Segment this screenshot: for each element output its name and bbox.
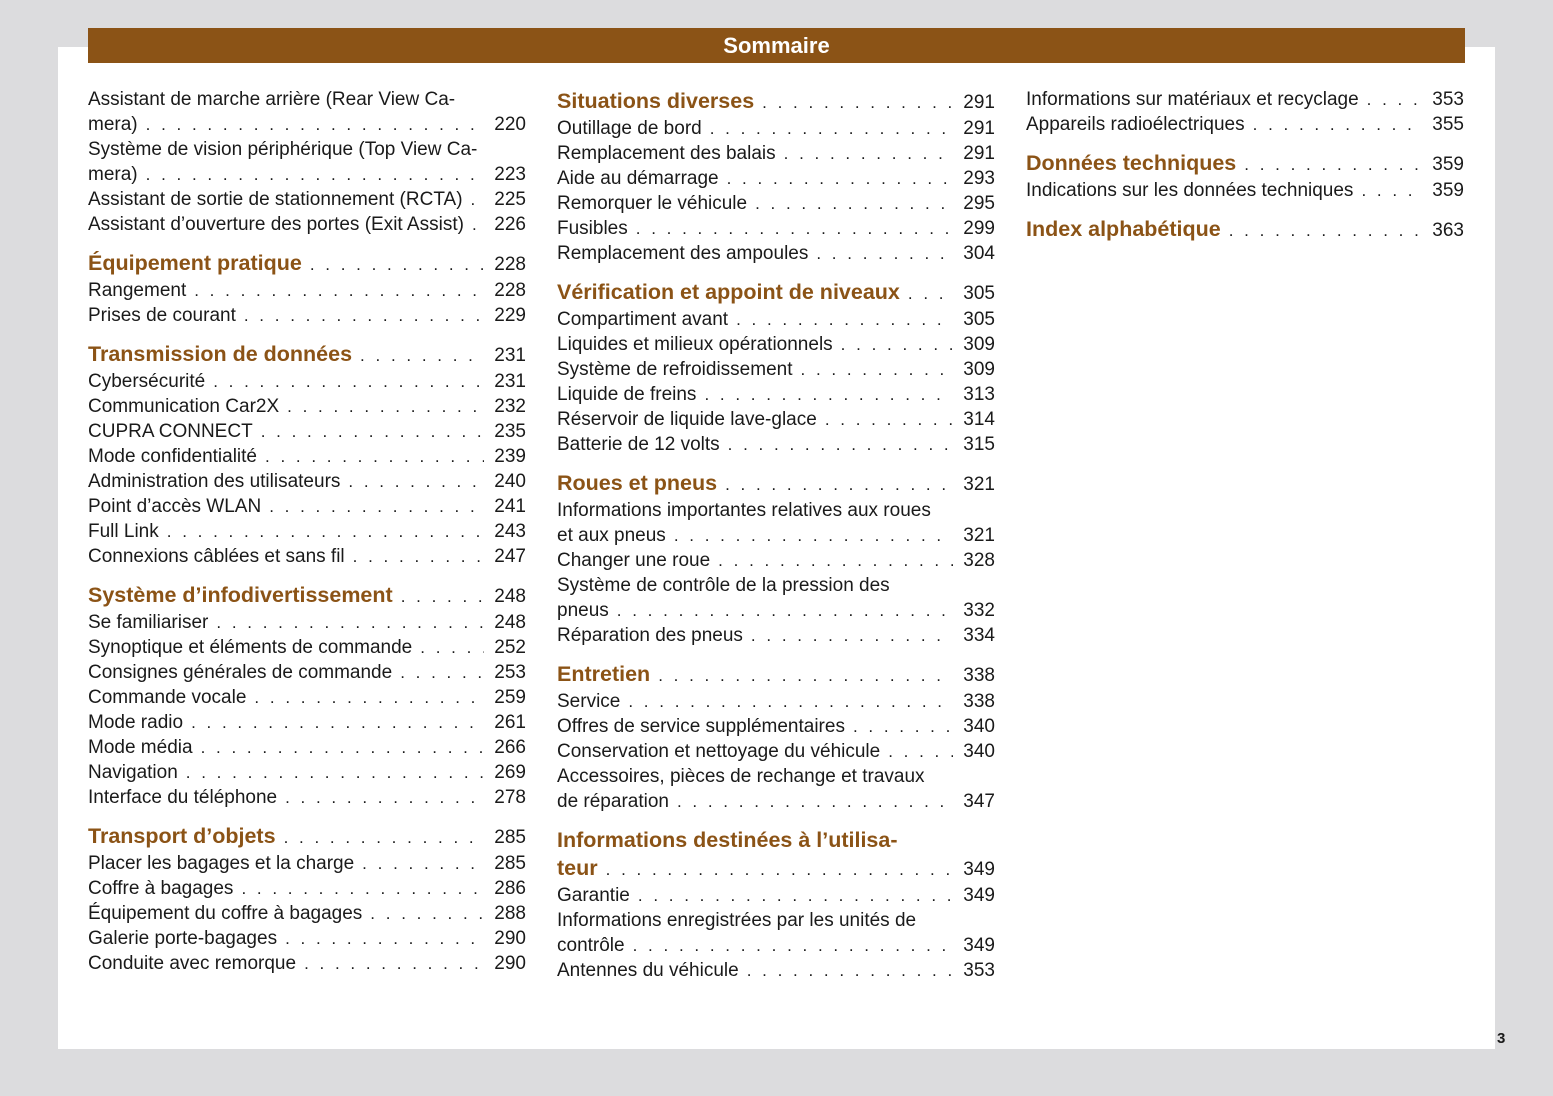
toc-entry-title: Antennes du véhicule — [557, 960, 739, 981]
toc-entry[interactable] — [88, 685, 526, 710]
toc-page-number: 239 — [494, 446, 526, 467]
toc-entry-title: Réparation des pneus — [557, 625, 743, 646]
toc-page-number: 304 — [963, 243, 995, 264]
toc-entry-title: Conservation et nettoyage du véhicule — [557, 741, 881, 762]
toc-entry-title: Données techniques — [1026, 151, 1237, 175]
dot-leader — [213, 369, 484, 394]
dot-leader — [400, 660, 484, 685]
dot-leader — [360, 342, 484, 370]
toc-section-heading[interactable] — [557, 660, 995, 690]
dot-leader — [728, 432, 953, 457]
toc-entry[interactable] — [88, 901, 526, 926]
dot-leader — [269, 494, 484, 519]
dot-leader — [853, 714, 953, 739]
toc-entry[interactable] — [557, 216, 995, 241]
dot-leader — [801, 357, 954, 382]
toc-entry[interactable] — [88, 212, 526, 237]
toc-entry[interactable] — [88, 876, 526, 901]
toc-page-number: 290 — [494, 953, 526, 974]
dot-leader — [146, 162, 484, 187]
toc-page-number: 353 — [1432, 89, 1464, 110]
toc-page-number: 286 — [494, 878, 526, 899]
toc-entry-title: CUPRA CONNECT — [88, 421, 253, 442]
toc-page-number: 363 — [1432, 220, 1464, 241]
toc-page-number: 295 — [963, 193, 995, 214]
toc-page-number: 291 — [963, 143, 995, 164]
dot-leader — [353, 544, 484, 569]
toc-page-number: 243 — [494, 521, 526, 542]
toc-entry-title: Consignes générales de commande — [88, 662, 393, 683]
dot-leader — [718, 548, 953, 573]
dot-leader — [261, 419, 484, 444]
toc-entry[interactable] — [557, 548, 995, 573]
dot-leader — [784, 141, 953, 166]
toc-page-number: 231 — [494, 371, 526, 392]
dot-leader — [725, 471, 953, 499]
toc-entry-title: Liquide de freins — [557, 384, 697, 405]
toc-entry-title: Garantie — [557, 885, 630, 906]
toc-page-number: 253 — [494, 662, 526, 683]
toc-entry-title: Galerie porte-bagages — [88, 928, 278, 949]
dot-leader — [265, 444, 484, 469]
toc-page-number: 223 — [494, 164, 526, 185]
toc-section-heading[interactable] — [88, 822, 526, 852]
toc-entry[interactable] — [557, 382, 995, 407]
dot-leader — [908, 280, 953, 308]
dot-leader — [167, 519, 484, 544]
dot-leader — [370, 901, 484, 926]
toc-page-number: 299 — [963, 218, 995, 239]
dot-leader — [736, 307, 953, 332]
toc-entry[interactable] — [557, 141, 995, 166]
toc-entry[interactable] — [557, 958, 995, 983]
toc-entry-title: Conduite avec remorque — [88, 953, 297, 974]
toc-entry-title: Entretien — [557, 662, 651, 686]
toc-entry-title: Batterie de 12 volts — [557, 434, 720, 455]
dot-leader — [633, 933, 953, 958]
toc-entry[interactable] — [557, 332, 995, 357]
toc-entry[interactable] — [1026, 112, 1464, 137]
dot-leader — [677, 789, 953, 814]
toc-section-heading[interactable] — [88, 581, 526, 611]
toc-entry[interactable] — [88, 112, 526, 137]
toc-entry[interactable] — [1026, 87, 1464, 112]
toc-entry-title: Cybersécurité — [88, 371, 206, 392]
dot-leader — [191, 710, 484, 735]
toc-entry-title: Vérification et appoint de niveaux — [557, 280, 900, 304]
dot-leader — [710, 116, 953, 141]
dot-leader — [658, 662, 953, 690]
toc-entry-title: Situations diverses — [557, 89, 755, 113]
toc-page-number: 285 — [494, 827, 526, 848]
toc-section-heading[interactable] — [1026, 215, 1464, 245]
toc-entry[interactable] — [88, 494, 526, 519]
toc-page-number: 278 — [494, 787, 526, 808]
toc-page-number: 266 — [494, 737, 526, 758]
toc-page-number: 247 — [494, 546, 526, 567]
toc-entry-title: Interface du téléphone — [88, 787, 278, 808]
toc-entry-title: Système d’infodivertissement — [88, 583, 393, 607]
toc-page-number: 349 — [963, 859, 995, 880]
toc-page-number: 332 — [963, 600, 995, 621]
toc-page-number: 291 — [963, 92, 995, 113]
toc-entry[interactable] — [1026, 178, 1464, 203]
toc-entry[interactable] — [88, 635, 526, 660]
toc-entry-line: Informations importantes relatives aux roues — [557, 500, 931, 521]
toc-page-number: 328 — [963, 550, 995, 571]
toc-column-3 — [1026, 87, 1464, 244]
toc-page-number: 355 — [1432, 114, 1464, 135]
dot-leader — [146, 112, 484, 137]
toc-page-number: 225 — [494, 189, 526, 210]
toc-page-number: 334 — [963, 625, 995, 646]
dot-leader — [628, 689, 953, 714]
toc-entry-title: Fusibles — [557, 218, 628, 239]
toc-page-number: 338 — [963, 665, 995, 686]
dot-leader — [638, 883, 953, 908]
toc-entry-title: Mode média — [88, 737, 193, 758]
toc-entry-title: Se familiariser — [88, 612, 209, 633]
toc-entry-title: et aux pneus — [557, 525, 666, 546]
dot-leader — [362, 851, 484, 876]
toc-page-number: 321 — [963, 474, 995, 495]
toc-section-heading[interactable] — [557, 854, 995, 884]
dot-leader — [201, 735, 484, 760]
toc-entry-title: Communication Car2X — [88, 396, 280, 417]
dot-leader — [472, 212, 484, 237]
toc-entry-title: Administration des utilisateurs — [88, 471, 341, 492]
toc-entry-title: Synoptique et éléments de commande — [88, 637, 413, 658]
toc-entry-title: Mode radio — [88, 712, 184, 733]
toc-page-number: 309 — [963, 359, 995, 380]
toc-entry-line: Accessoires, pièces de rechange et travaux — [557, 766, 925, 787]
toc-entry[interactable] — [557, 166, 995, 191]
toc-page-number: 305 — [963, 309, 995, 330]
toc-entry-title: Outillage de bord — [557, 118, 702, 139]
dot-leader — [755, 191, 953, 216]
dot-leader — [1229, 217, 1422, 245]
toc-page-number: 261 — [494, 712, 526, 733]
toc-entry[interactable] — [557, 432, 995, 457]
toc-entry-title: Système de refroidissement — [557, 359, 793, 380]
toc-column-1 — [88, 87, 526, 976]
toc-entry-title: Coffre à bagages — [88, 878, 234, 899]
toc-page-number: 231 — [494, 345, 526, 366]
dot-leader — [216, 610, 484, 635]
dot-leader — [1367, 87, 1422, 112]
toc-entry-title: Équipement du coffre à bagages — [88, 903, 363, 924]
toc-section-heading-line: Informations destinées à l’utilisa- — [557, 828, 898, 852]
dot-leader — [606, 856, 953, 884]
toc-entry-title: contrôle — [557, 935, 625, 956]
toc-page-number: 293 — [963, 168, 995, 189]
toc-section-heading[interactable] — [557, 87, 995, 117]
toc-entry-title: Assistant d’ouverture des portes (Exit Assist) — [88, 214, 464, 235]
toc-entry-title: mera) — [88, 164, 138, 185]
toc-page-number: 349 — [963, 935, 995, 956]
toc-entry[interactable] — [88, 735, 526, 760]
toc-entry[interactable] — [88, 926, 526, 951]
toc-entry[interactable] — [88, 303, 526, 328]
toc-entry-title: Assistant de sortie de stationnement (RCTA) — [88, 189, 463, 210]
toc-entry-title: Offres de service supplémentaires — [557, 716, 845, 737]
toc-entry-title: Compartiment avant — [557, 309, 729, 330]
toc-entry[interactable] — [88, 760, 526, 785]
toc-page-number: 290 — [494, 928, 526, 949]
toc-entry[interactable] — [88, 660, 526, 685]
dot-leader — [816, 241, 953, 266]
toc-entry-title: de réparation — [557, 791, 669, 812]
toc-page-number: 340 — [963, 741, 995, 762]
toc-entry-title: Point d’accès WLAN — [88, 496, 262, 517]
toc-page-number: 349 — [963, 885, 995, 906]
dot-leader — [636, 216, 953, 241]
page-title: Sommaire — [723, 33, 830, 58]
toc-entry[interactable] — [557, 307, 995, 332]
toc-page-number: 321 — [963, 525, 995, 546]
toc-entry[interactable] — [88, 951, 526, 976]
dot-leader — [420, 635, 484, 660]
toc-page-number: 340 — [963, 716, 995, 737]
dot-leader — [194, 278, 484, 303]
toc-entry-title: Remorquer le véhicule — [557, 193, 748, 214]
toc-entry-title: Full Link — [88, 521, 159, 542]
dot-leader — [285, 785, 484, 810]
toc-entry-title: Aide au démarrage — [557, 168, 719, 189]
toc-page-number: 353 — [963, 960, 995, 981]
toc-entry[interactable] — [557, 883, 995, 908]
toc-section-heading[interactable] — [557, 469, 995, 499]
toc-page-number: 226 — [494, 214, 526, 235]
dot-leader — [287, 394, 484, 419]
toc-entry[interactable] — [557, 191, 995, 216]
toc-page-number: 359 — [1432, 180, 1464, 201]
toc-entry[interactable] — [557, 241, 995, 266]
toc-entry-title: mera) — [88, 114, 138, 135]
toc-entry[interactable] — [88, 162, 526, 187]
dot-leader — [617, 598, 953, 623]
toc-entry-title: Connexions câblées et sans fil — [88, 546, 345, 567]
toc-page-number: 229 — [494, 305, 526, 326]
dot-leader — [284, 824, 484, 852]
dot-leader — [254, 685, 484, 710]
dot-leader — [747, 958, 953, 983]
toc-page-number: 252 — [494, 637, 526, 658]
toc-entry[interactable] — [557, 523, 995, 548]
dot-leader — [310, 251, 484, 279]
toc-page-number: 248 — [494, 586, 526, 607]
toc-entry-title: Indications sur les données techniques — [1026, 180, 1354, 201]
toc-entry-title: Changer une roue — [557, 550, 711, 571]
dot-leader — [1361, 178, 1422, 203]
toc-entry-title: Roues et pneus — [557, 471, 718, 495]
toc-entry[interactable] — [557, 789, 995, 814]
toc-page-number: 228 — [494, 254, 526, 275]
toc-entry[interactable] — [557, 407, 995, 432]
toc-entry[interactable] — [88, 851, 526, 876]
toc-entry-line: Système de vision périphérique (Top View Ca- — [88, 139, 478, 160]
toc-page-number: 235 — [494, 421, 526, 442]
toc-entry[interactable] — [88, 710, 526, 735]
toc-page-number: 232 — [494, 396, 526, 417]
dot-leader — [241, 876, 484, 901]
toc-page-number: 240 — [494, 471, 526, 492]
toc-page-number: 347 — [963, 791, 995, 812]
toc-entry[interactable] — [88, 394, 526, 419]
toc-section-heading[interactable] — [88, 340, 526, 370]
toc-entry[interactable] — [88, 469, 526, 494]
page-number: 3 — [1497, 1030, 1506, 1047]
toc-entry-title: Appareils radioélectriques — [1026, 114, 1245, 135]
dot-leader — [1244, 151, 1422, 179]
toc-column-2 — [557, 87, 995, 983]
toc-page-number: 248 — [494, 612, 526, 633]
dot-leader — [285, 926, 484, 951]
toc-entry-title: Service — [557, 691, 621, 712]
dot-leader — [471, 187, 484, 212]
toc-entry-title: Prises de courant — [88, 305, 236, 326]
dot-leader — [751, 623, 953, 648]
dot-leader — [244, 303, 484, 328]
toc-page-number: 309 — [963, 334, 995, 355]
toc-entry[interactable] — [88, 544, 526, 569]
toc-entry[interactable] — [88, 519, 526, 544]
dot-leader — [825, 407, 953, 432]
toc-page-number: 315 — [963, 434, 995, 455]
toc-entry[interactable] — [88, 278, 526, 303]
toc-page-number: 291 — [963, 118, 995, 139]
toc-entry-title: Remplacement des ampoules — [557, 243, 809, 264]
toc-page-number: 314 — [963, 409, 995, 430]
toc-entry-title: Navigation — [88, 762, 178, 783]
toc-entry-line: Informations enregistrées par les unités de — [557, 910, 917, 931]
toc-section-heading[interactable] — [88, 249, 526, 279]
page-title-banner — [88, 28, 1465, 63]
toc-page-number: 228 — [494, 280, 526, 301]
toc-entry-title: Placer les bagages et la charge — [88, 853, 355, 874]
toc-page-number: 359 — [1432, 154, 1464, 175]
toc-page-number: 285 — [494, 853, 526, 874]
toc-entry-line: Assistant de marche arrière (Rear View Ca- — [88, 89, 456, 110]
dot-leader — [704, 382, 953, 407]
toc-entry[interactable] — [88, 785, 526, 810]
toc-entry[interactable] — [88, 610, 526, 635]
toc-entry[interactable] — [88, 369, 526, 394]
toc-entry-title: Informations sur matériaux et recyclage — [1026, 89, 1359, 110]
toc-entry-line: Système de contrôle de la pression des — [557, 575, 890, 596]
toc-entry[interactable] — [88, 444, 526, 469]
toc-entry-title: Équipement pratique — [88, 251, 302, 275]
toc-section-heading[interactable] — [557, 278, 995, 308]
toc-entry-title: Transmission de données — [88, 342, 353, 366]
toc-section-heading[interactable] — [1026, 149, 1464, 179]
toc-entry[interactable] — [88, 187, 526, 212]
dot-leader — [841, 332, 953, 357]
toc-page-number: 241 — [494, 496, 526, 517]
toc-entry-title: pneus — [557, 600, 609, 621]
toc-entry-title: teur — [557, 856, 598, 880]
toc-entry-title: Mode confidentialité — [88, 446, 257, 467]
toc-entry-title: Rangement — [88, 280, 187, 301]
toc-page-number: 288 — [494, 903, 526, 924]
toc-page-number: 259 — [494, 687, 526, 708]
dot-leader — [401, 583, 484, 611]
dot-leader — [727, 166, 953, 191]
toc-page-number: 220 — [494, 114, 526, 135]
dot-leader — [762, 89, 953, 117]
dot-leader — [186, 760, 484, 785]
toc-entry[interactable] — [557, 623, 995, 648]
toc-entry-title: Réservoir de liquide lave-glace — [557, 409, 817, 430]
toc-entry[interactable] — [557, 689, 995, 714]
toc-page-number: 313 — [963, 384, 995, 405]
toc-entry[interactable] — [557, 598, 995, 623]
dot-leader — [674, 523, 953, 548]
dot-leader — [304, 951, 484, 976]
toc-entry-title: Commande vocale — [88, 687, 247, 708]
toc-entry[interactable] — [557, 714, 995, 739]
toc-entry[interactable] — [557, 116, 995, 141]
toc-entry-title: Liquides et milieux opérationnels — [557, 334, 833, 355]
toc-page-number: 338 — [963, 691, 995, 712]
toc-entry-title: Remplacement des balais — [557, 143, 776, 164]
toc-entry-title: Index alphabétique — [1026, 217, 1221, 241]
toc-entry[interactable] — [88, 419, 526, 444]
toc-entry[interactable] — [557, 357, 995, 382]
toc-entry[interactable] — [557, 933, 995, 958]
dot-leader — [348, 469, 484, 494]
toc-page-number: 269 — [494, 762, 526, 783]
dot-leader — [888, 739, 953, 764]
toc-page-number: 305 — [963, 283, 995, 304]
toc-entry[interactable] — [557, 739, 995, 764]
toc-entry-title: Transport d’objets — [88, 824, 276, 848]
dot-leader — [1253, 112, 1422, 137]
